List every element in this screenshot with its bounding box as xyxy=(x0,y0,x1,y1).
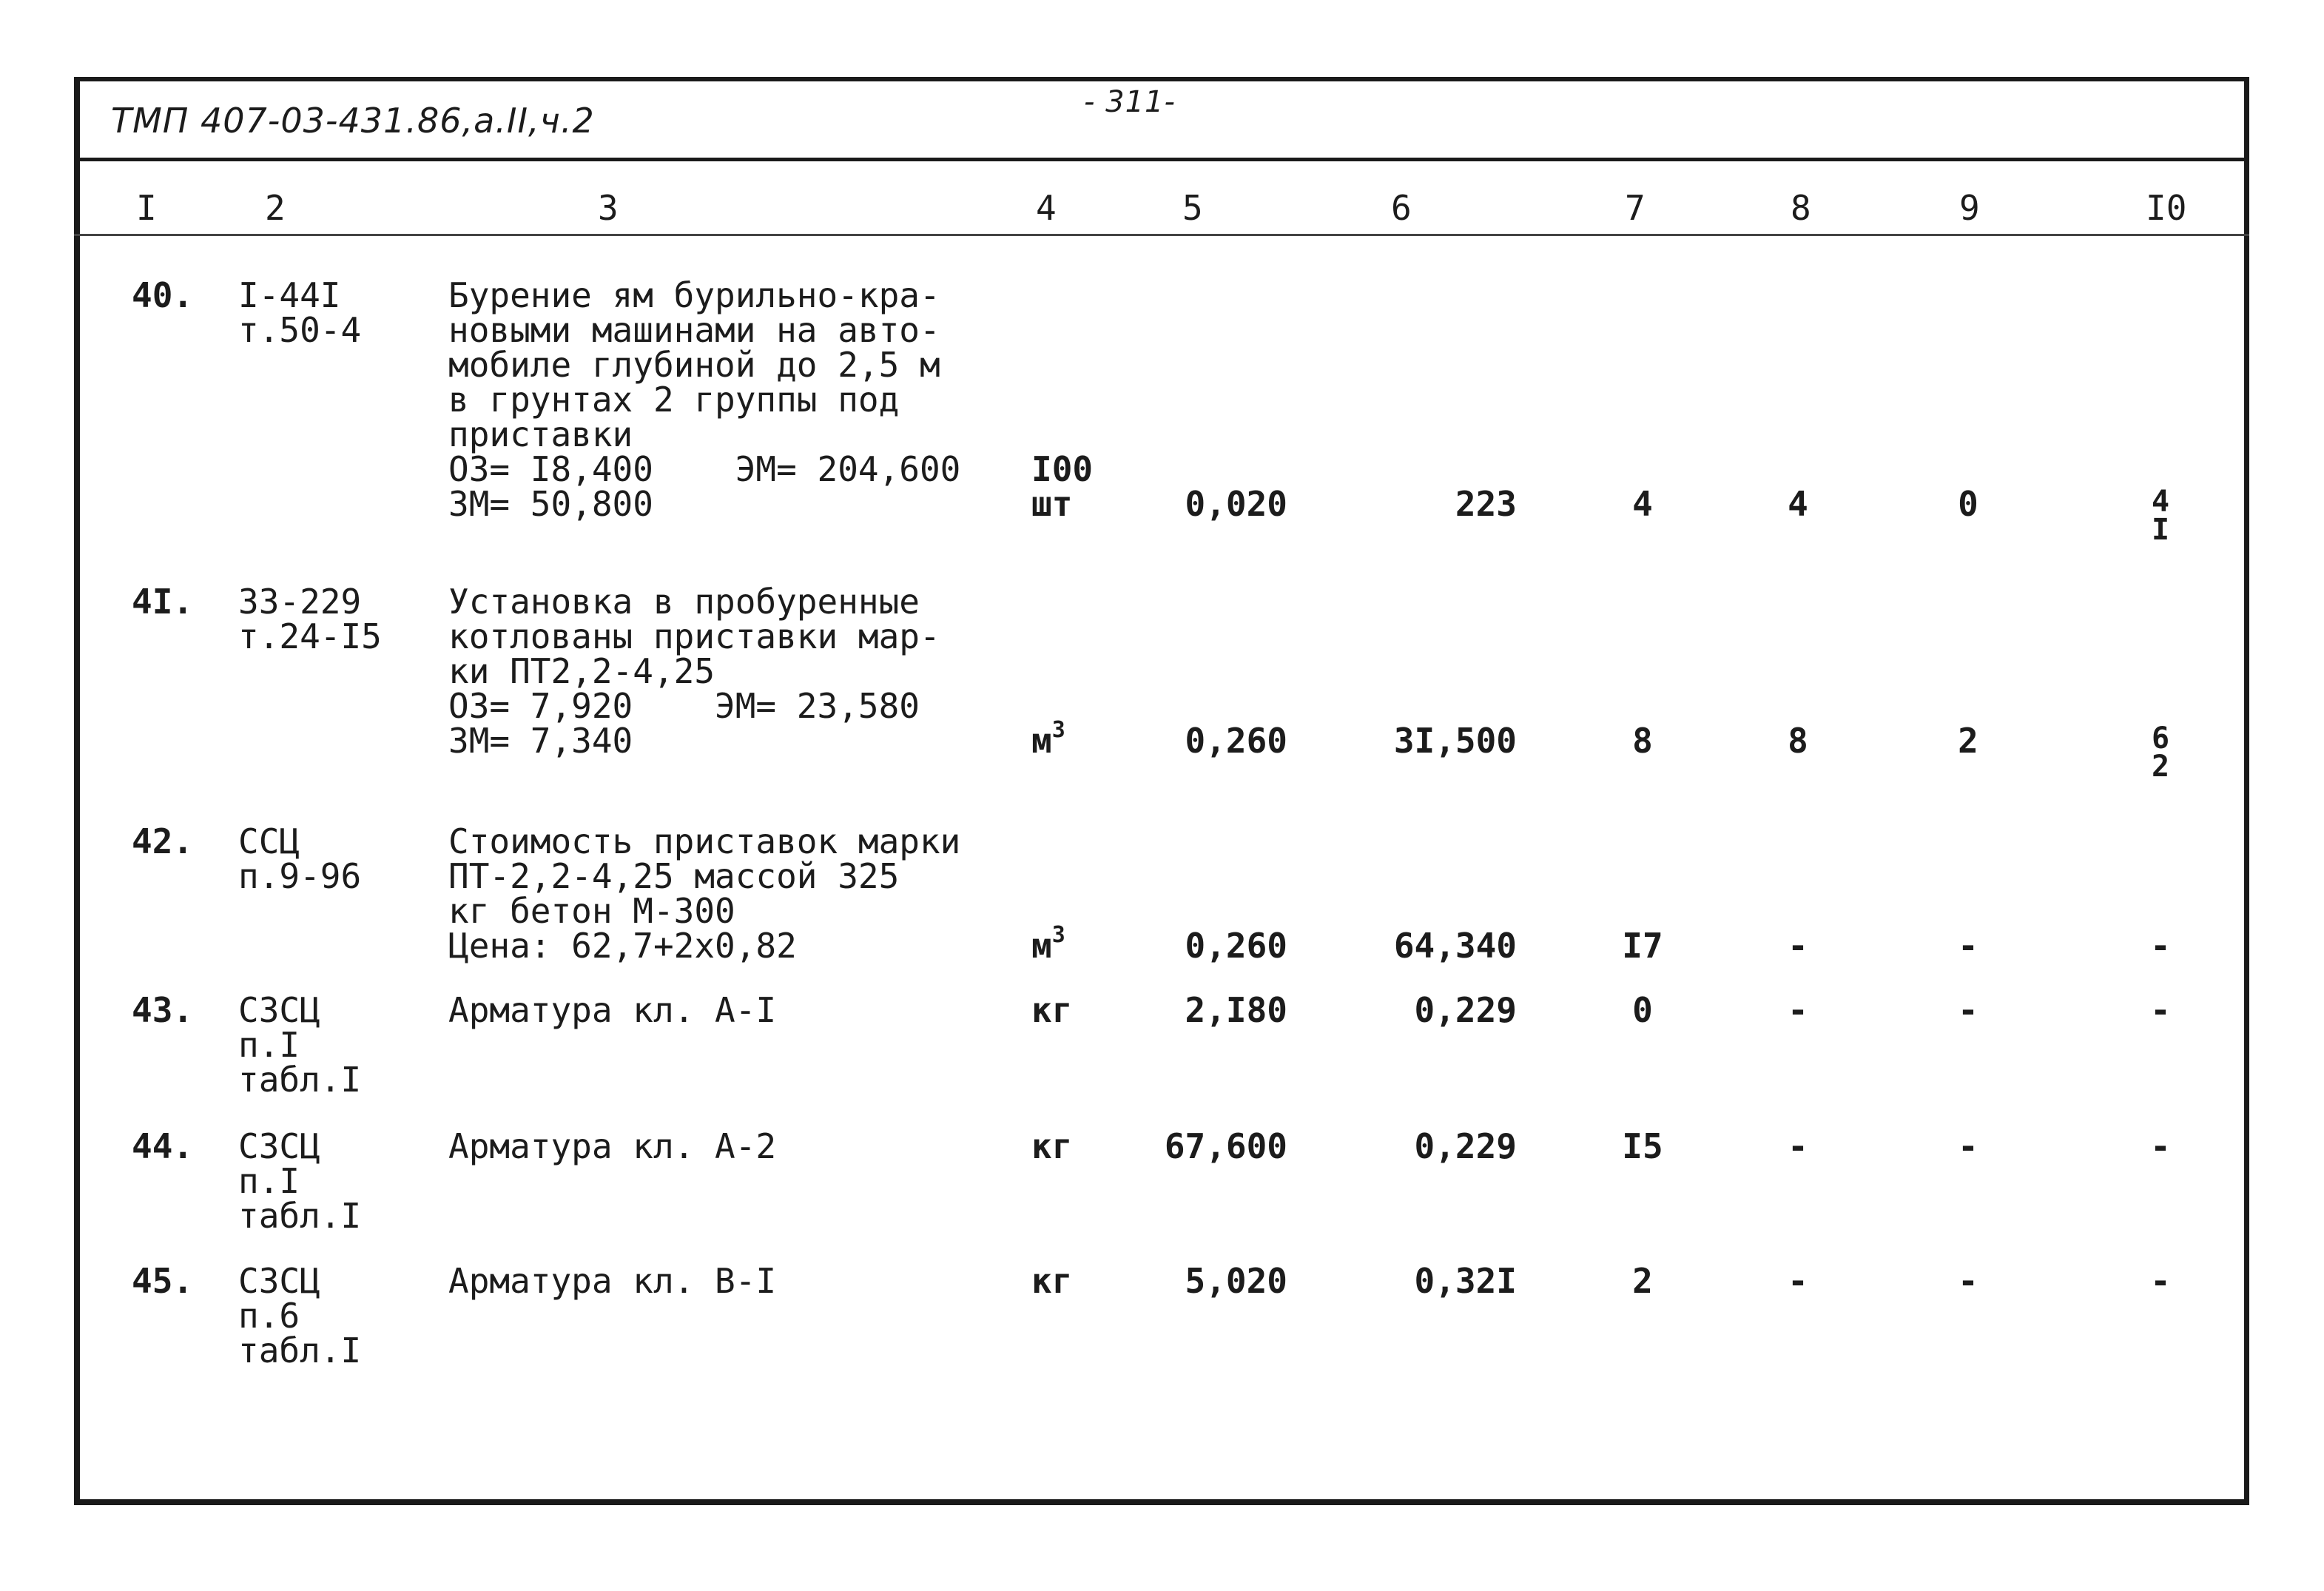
row-unit: кг xyxy=(1031,1261,1073,1301)
row-code-line: п.9-96 xyxy=(238,856,362,896)
row-col10: - xyxy=(2150,1126,2171,1166)
row-col8: 4 xyxy=(1788,484,1808,524)
row-col8: - xyxy=(1788,1261,1808,1301)
row-col7: I5 xyxy=(1622,1126,1663,1166)
row-col7: 2 xyxy=(1632,1261,1653,1301)
row-norm-line: ЗМ= 7,340 xyxy=(448,721,633,761)
row-description-line: кг бетон М-300 xyxy=(448,891,735,931)
row-col9: 2 xyxy=(1958,721,1978,761)
row-unit: кг xyxy=(1031,990,1073,1030)
row-col8: 8 xyxy=(1788,721,1808,761)
row-quantity: 67,600 xyxy=(1164,1126,1287,1166)
row-price: 64,340 xyxy=(1393,926,1517,966)
col-header-10: I0 xyxy=(2146,188,2187,228)
row-code-line: т.50-4 xyxy=(238,310,362,350)
row-quantity: 5,020 xyxy=(1185,1261,1287,1301)
row-col7: 4 xyxy=(1632,484,1653,524)
col-header-5: 5 xyxy=(1182,188,1203,228)
row-description-line: Арматура кл. А-2 xyxy=(448,1126,777,1166)
col-header-9: 9 xyxy=(1959,188,1980,228)
row-col9: 0 xyxy=(1958,484,1978,524)
row-number: 44. xyxy=(132,1126,194,1166)
row-norm-line: ОЗ= I8,400 ЭМ= 204,600 xyxy=(448,449,961,489)
row-code-line: табл.I xyxy=(238,1196,362,1236)
row-code-line: СЗСЦ xyxy=(238,1126,320,1166)
row-code-line: 33-229 xyxy=(238,582,362,622)
row-description-line: ки ПТ2,2-4,25 xyxy=(448,651,715,691)
row-code-line: т.24-I5 xyxy=(238,616,382,656)
row-description-line: Установка в пробуренные xyxy=(448,582,920,622)
row-col7: I7 xyxy=(1622,926,1663,966)
row-code-line: п.6 xyxy=(238,1296,300,1336)
col-header-7: 7 xyxy=(1625,188,1646,228)
row-col10: - xyxy=(2150,990,2171,1030)
row-code-line: табл.I xyxy=(238,1060,362,1100)
row-col10: - xyxy=(2150,1261,2171,1301)
row-unit: кг xyxy=(1031,1126,1073,1166)
row-unit-line: I00 xyxy=(1031,449,1094,489)
row-code-line: ССЦ xyxy=(238,821,300,861)
row-col9: - xyxy=(1958,990,1978,1030)
row-code-line: СЗСЦ xyxy=(238,990,320,1030)
row-col9: - xyxy=(1958,926,1978,966)
row-col7: 8 xyxy=(1632,721,1653,761)
col-header-6: 6 xyxy=(1391,188,1412,228)
row-col10-line: 4 xyxy=(2151,485,2170,519)
row-col8: - xyxy=(1788,926,1808,966)
row-price: 223 xyxy=(1455,484,1517,524)
col-header-1: I xyxy=(136,188,157,228)
row-quantity: 0,260 xyxy=(1185,721,1287,761)
row-description-line: Арматура кл. А-I xyxy=(448,990,777,1030)
row-col10: - xyxy=(2150,926,2171,966)
row-col7: 0 xyxy=(1632,990,1653,1030)
col-header-2: 2 xyxy=(265,188,286,228)
row-description-line: мобиле глубиной до 2,5 м xyxy=(448,345,940,385)
row-description-line: Арматура кл. В-I xyxy=(448,1261,777,1301)
row-col10-line: 6 xyxy=(2151,722,2170,756)
row-number: 40. xyxy=(132,275,194,315)
column-header-divider xyxy=(74,234,2249,236)
document-code: ТМП 407-03-431.86,а.II,ч.2 xyxy=(111,101,595,141)
row-norm-line: ОЗ= 7,920 ЭМ= 23,580 xyxy=(448,686,920,726)
row-unit-line: шт xyxy=(1031,484,1073,524)
row-number: 42. xyxy=(132,821,194,861)
row-description-line: приставки xyxy=(448,414,633,454)
row-quantity: 2,I80 xyxy=(1185,990,1287,1030)
row-price: 0,229 xyxy=(1414,990,1517,1030)
row-code-line: п.I xyxy=(238,1161,300,1201)
page-number: - 311- xyxy=(1084,85,1176,119)
row-description-line: Бурение ям бурильно-кра- xyxy=(448,275,940,315)
row-description-line: Цена: 62,7+2х0,82 xyxy=(448,926,797,966)
row-description-line: новыми машинами на авто- xyxy=(448,310,940,350)
row-unit: $м^3$ xyxy=(1031,717,1065,761)
row-col9: - xyxy=(1958,1126,1978,1166)
row-code-line: СЗСЦ xyxy=(238,1261,320,1301)
col-header-8: 8 xyxy=(1791,188,1811,228)
row-quantity: 0,020 xyxy=(1185,484,1287,524)
header-divider xyxy=(74,158,2249,161)
row-col10-line: 2 xyxy=(2151,750,2170,784)
row-unit: $м^3$ xyxy=(1031,922,1065,966)
row-price: 0,229 xyxy=(1414,1126,1517,1166)
row-description-line: ПТ-2,2-4,25 массой 325 xyxy=(448,856,900,896)
row-description-line: в грунтах 2 группы под xyxy=(448,380,900,420)
row-code-line: п.I xyxy=(238,1025,300,1065)
row-norm-line: ЗМ= 50,800 xyxy=(448,484,653,524)
row-code-line: табл.I xyxy=(238,1331,362,1370)
row-price: 0,32I xyxy=(1414,1261,1517,1301)
row-description-line: котлованы приставки мар- xyxy=(448,616,940,656)
row-description-line: Стоимость приставок марки xyxy=(448,821,961,861)
row-col9: - xyxy=(1958,1261,1978,1301)
row-number: 45. xyxy=(132,1261,194,1301)
col-header-3: 3 xyxy=(598,188,619,228)
row-col8: - xyxy=(1788,990,1808,1030)
row-col10-line: I xyxy=(2151,513,2170,547)
row-number: 43. xyxy=(132,990,194,1030)
row-code-line: I-44I xyxy=(238,275,341,315)
col-header-4: 4 xyxy=(1036,188,1057,228)
row-number: 4I. xyxy=(132,582,194,622)
row-price: 3I,500 xyxy=(1393,721,1517,761)
row-col8: - xyxy=(1788,1126,1808,1166)
row-quantity: 0,260 xyxy=(1185,926,1287,966)
